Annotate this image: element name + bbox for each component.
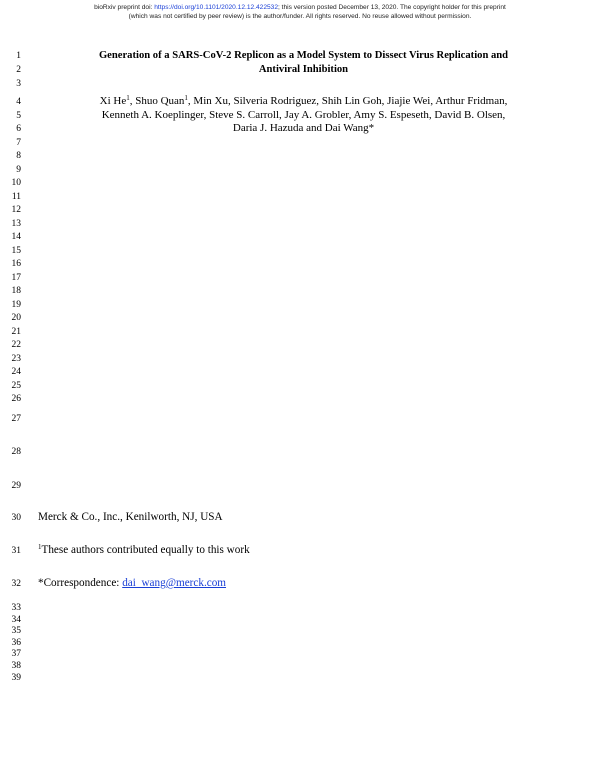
line-number: 8 — [16, 151, 21, 161]
author-name: Xi He — [99, 95, 127, 107]
line-number: 20 — [11, 313, 21, 323]
authors-line-3: Daria J. Hazuda and Dai Wang* — [232, 122, 375, 134]
authors-line-2: Kenneth A. Koeplinger, Steve S. Carroll, Jay A. Grobler, Amy S. Espeseth, David B. Olsen, — [101, 109, 506, 121]
line-number: 7 — [16, 138, 21, 148]
line-number: 26 — [11, 394, 21, 404]
line-number: 29 — [11, 481, 21, 491]
line-number: 21 — [11, 327, 21, 337]
line-number: 3 — [16, 79, 21, 89]
line-number: 16 — [11, 259, 21, 269]
line-number: 2 — [16, 65, 21, 75]
line-number: 12 — [11, 205, 21, 215]
authors-line-1 — [36, 95, 571, 108]
line-number: 28 — [11, 447, 21, 457]
line-number: 6 — [16, 124, 21, 134]
line-number: 18 — [11, 286, 21, 296]
line-number: 15 — [11, 246, 21, 256]
line-number: 13 — [11, 219, 21, 229]
footnote-mark: 1 — [38, 543, 42, 551]
line-number: 34 — [11, 615, 21, 625]
line-number: 14 — [11, 232, 21, 242]
line-number: 32 — [11, 579, 21, 589]
line-number: 10 — [11, 178, 21, 188]
line-number: 25 — [11, 381, 21, 391]
line-number: 4 — [16, 97, 21, 107]
line-number: 31 — [11, 546, 21, 556]
line-number: 19 — [11, 300, 21, 310]
line-number: 36 — [11, 638, 21, 648]
line-number: 35 — [11, 626, 21, 636]
header-suffix: ; this version posted December 13, 2020. The copyright holder for this preprint — [278, 4, 506, 11]
line-number: 30 — [11, 513, 21, 523]
line-number: 27 — [11, 414, 21, 424]
affiliation: Merck & Co., Inc., Kenilworth, NJ, USA — [38, 511, 223, 523]
line-number: 5 — [16, 111, 21, 121]
line-number: 1 — [16, 51, 21, 61]
line-number: 39 — [11, 673, 21, 683]
header-prefix: bioRxiv preprint doi: — [94, 4, 155, 11]
correspondence-label: *Correspondence: — [38, 577, 123, 589]
correspondence-email-link[interactable]: dai_wang@merck.com — [122, 577, 227, 589]
header-line-2: (which was not certified by peer review) is the author/funder. All rights reserved. No reuse allowed without permission. — [128, 12, 472, 20]
equal-contribution-text: These authors contributed equally to this work — [41, 544, 250, 556]
author-name: , Shuo Quan — [129, 95, 185, 107]
preprint-header — [0, 4, 600, 21]
line-number: 24 — [11, 367, 21, 377]
line-number: 23 — [11, 354, 21, 364]
affiliation-mark: 1 — [184, 94, 188, 102]
line-number: 9 — [16, 165, 21, 175]
line-number: 38 — [11, 661, 21, 671]
line-number: 33 — [11, 603, 21, 613]
title-line-1: Generation of a SARS-CoV-2 Replicon as a Model System to Dissect Virus Replication and — [98, 50, 509, 61]
equal-contribution-note — [38, 544, 573, 557]
line-number: 17 — [11, 273, 21, 283]
line-number: 22 — [11, 340, 21, 350]
correspondence — [38, 577, 573, 590]
line-number: 37 — [11, 649, 21, 659]
affiliation-mark: 1 — [126, 94, 130, 102]
title-line-2: Antiviral Inhibition — [258, 64, 349, 75]
author-list: , Min Xu, Silveria Rodriguez, Shih Lin Goh, Jiajie Wei, Arthur Fridman, — [187, 95, 508, 107]
line-number: 11 — [11, 192, 21, 202]
doi-link[interactable]: https://doi.org/10.1101/2020.12.12.422532 — [154, 4, 279, 11]
